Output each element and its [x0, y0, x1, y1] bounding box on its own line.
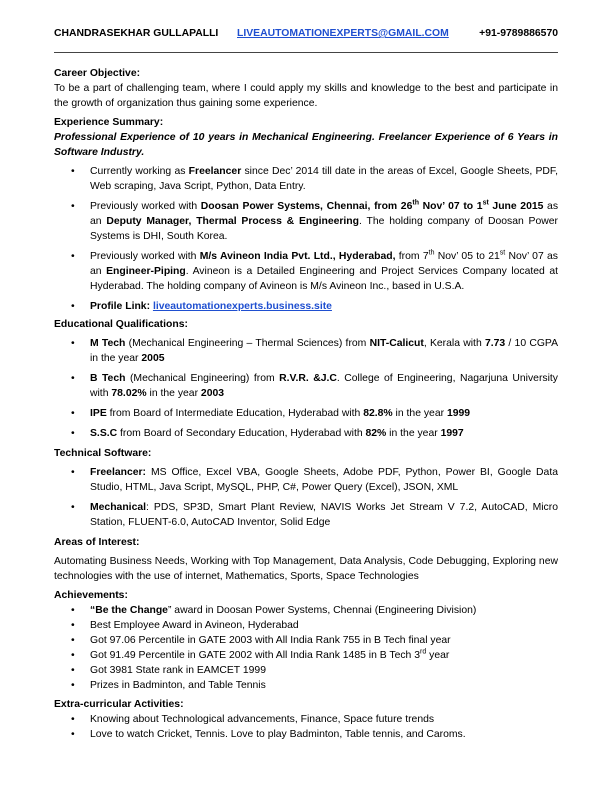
list-item [54, 663, 558, 678]
profile-label: Profile Link: [90, 301, 151, 312]
text: . Avineon is a Detailed Engineering and Project Services Company located at Hyderabad. The holding company of Avineon is M/s Avineon Inc., based in U.S.A. [90, 266, 559, 292]
list-item [54, 500, 558, 530]
bullet-icon: • [71, 251, 75, 262]
award-name: “Be the Change [90, 605, 168, 616]
text: Love to watch Cricket, Tennis. Love to play Badminton, Table tennis, and Caroms. [90, 729, 466, 740]
bullet-icon: • [71, 408, 75, 419]
bullet-icon: • [71, 714, 75, 725]
bold-text: Freelancer [188, 166, 242, 177]
score: 82.8% [363, 408, 393, 419]
date-text: Nov’ 07 [505, 251, 544, 262]
text: in the year [392, 408, 447, 419]
bullet-icon: • [71, 729, 75, 740]
text: in the year [386, 428, 441, 439]
score: 78.02% [111, 388, 147, 399]
text: as an [90, 201, 559, 227]
superscript: th [428, 249, 435, 257]
achievements-heading: Achievements: [54, 590, 128, 601]
header [54, 28, 558, 44]
bullet-icon: • [71, 605, 75, 616]
institution: R.V.R. &J.C [279, 373, 337, 384]
list-item [54, 678, 558, 693]
text: since Dec’ 2014 till date in the areas of Excel, Google Sheets, PDF, Web scraping, Java Script, Python, Data Entry. [90, 166, 558, 192]
extra-list [54, 712, 558, 742]
text: Previously worked with [90, 251, 200, 262]
list-item [54, 371, 558, 401]
text: ” award in Doosan Power Systems, Chennai (Engineering Division) [167, 605, 477, 616]
bullet-icon: • [71, 166, 75, 177]
text: : PDS, SP3D, Smart Plant Review, NAVIS Works Jet Stream V 7.2, AutoCAD, Micro Station, FLUENT-6.0, AutoCAD Inventor, Solid Edge [90, 502, 558, 528]
text: from Board of Secondary Education, Hyderabad with [117, 428, 366, 439]
interest-text: Automating Business Needs, Working with Top Management, Data Analysis, Code Debugging, Exploring new technologies with the use of internet, Mathematics, Sports, Space Technologies [54, 556, 558, 582]
list-item [54, 465, 558, 495]
list-item [54, 299, 558, 314]
company-name: Doosan Power Systems, Chennai, [200, 201, 371, 212]
text: from Board of Intermediate Education, Hyderabad with [106, 408, 364, 419]
text: (Mechanical Engineering – Thermal Sciences) from [125, 338, 370, 349]
software-heading: Technical Software: [54, 448, 152, 459]
text: Currently working as [90, 166, 189, 177]
bullet-icon: • [71, 502, 75, 513]
text: as an [90, 251, 558, 277]
list-item [54, 727, 558, 742]
bullet-icon: • [71, 635, 75, 646]
software-list [54, 465, 558, 530]
score: 82% [365, 428, 387, 439]
superscript: st [482, 199, 489, 207]
text: Got 91.49 Percentile in GATE 2002 with All India Rank 1485 in B Tech 3 [90, 650, 421, 661]
extra-heading: Extra-curricular Activities: [54, 699, 184, 710]
text: MS Office, Excel VBA, Google Sheets, Adobe PDF, Python, Power BI, Google Data Studio, HTML, Java Script, MySQL, PHP, C#, Power Query (Excel), JSON, XML [90, 467, 558, 493]
bullet-icon: • [71, 665, 75, 676]
education-list [54, 336, 558, 441]
year: 1999 [446, 408, 471, 419]
year: 1997 [440, 428, 464, 439]
text: Got 3981 State rank in EAMCET 1999 [90, 665, 266, 676]
phone-number: +91-9789886570 [479, 28, 558, 39]
bullet-icon: • [71, 680, 75, 691]
text: year [426, 650, 450, 661]
date-text: from 7 [395, 251, 429, 262]
institution: NIT-Calicut [369, 338, 424, 349]
resume-body [54, 66, 558, 745]
year: 2005 [141, 353, 165, 364]
role-name: Engineer-Piping [106, 266, 186, 277]
text: (Mechanical Engineering) from [125, 373, 280, 384]
header-divider [54, 52, 558, 53]
bullet-icon: • [71, 301, 75, 312]
list-item [54, 618, 558, 633]
list-item [54, 164, 558, 194]
list-item [54, 648, 558, 663]
text: Prizes in Badminton, and Table Tennis [90, 680, 266, 691]
superscript: th [412, 199, 419, 207]
career-text: To be a part of challenging team, where I could apply my skills and knowledge to the best and participate in the growth of organization thus gaining some experience. [54, 83, 558, 109]
list-item [54, 249, 558, 294]
degree: S.S.C [90, 428, 118, 439]
year: 2003 [200, 388, 225, 399]
role-name: Deputy Manager, Thermal Process & Engineering [106, 216, 360, 227]
bullet-icon: • [71, 467, 75, 478]
text: . The holding company of Doosan Power Systems is DHI, South Korea. [90, 216, 559, 242]
list-item [54, 712, 558, 727]
date-text: June 2015 [488, 201, 544, 212]
list-item [54, 633, 558, 648]
bullet-icon: • [71, 428, 75, 439]
bullet-icon: • [71, 338, 75, 349]
email-link[interactable]: LIVEAUTOMATIONEXPERTS@GMAIL.COM [237, 28, 449, 39]
degree: B Tech [90, 373, 126, 384]
degree: IPE [90, 408, 107, 419]
category-label: Mechanical [90, 502, 147, 513]
text: in the year [146, 388, 201, 399]
experience-heading: Experience Summary: [54, 117, 164, 128]
experience-list [54, 164, 558, 314]
candidate-name: CHANDRASEKHAR GULLAPALLI [54, 28, 219, 39]
bullet-icon: • [71, 373, 75, 384]
text: . College of Engineering, Nagarjuna University with [90, 373, 558, 399]
education-heading: Educational Qualifications: [54, 319, 188, 330]
bullet-icon: • [71, 650, 75, 661]
list-item [54, 603, 558, 618]
career-heading: Career Objective: [54, 68, 141, 79]
interest-heading: Areas of Interest: [54, 537, 140, 548]
text: Best Employee Award in Avineon, Hyderabad [90, 620, 299, 631]
date-text: from 26 [370, 201, 413, 212]
bullet-icon: • [71, 620, 75, 631]
list-item [54, 199, 558, 244]
text: / 10 CGPA in the year [90, 338, 558, 364]
score: 7.73 [484, 338, 506, 349]
text: Got 97.06 Percentile in GATE 2003 with All India Rank 755 in B Tech final year [90, 635, 451, 646]
text: Previously worked with [90, 201, 201, 212]
superscript: rd [420, 648, 427, 656]
experience-summary: Professional Experience of 10 years in Mechanical Engineering. Freelancer Experience of 6 Years in Software Industry. [54, 132, 558, 158]
date-text: Nov’ 07 to 1 [418, 201, 483, 212]
category-label: Freelancer: [90, 467, 147, 478]
bullet-icon: • [71, 201, 75, 212]
list-item [54, 406, 558, 421]
company-name: M/s Avineon India Pvt. Ltd., Hyderabad, [199, 251, 396, 262]
degree: M Tech [90, 338, 126, 349]
list-item [54, 336, 558, 366]
text: Knowing about Technological advancements, Finance, Space future trends [90, 714, 435, 725]
text: , Kerala with [423, 338, 485, 349]
profile-link[interactable]: liveautomationexperts.business.site [152, 301, 332, 312]
achievements-list [54, 603, 558, 693]
date-text: Nov’ 05 to 21 [434, 251, 500, 262]
superscript: st [499, 249, 506, 257]
list-item [54, 426, 558, 441]
